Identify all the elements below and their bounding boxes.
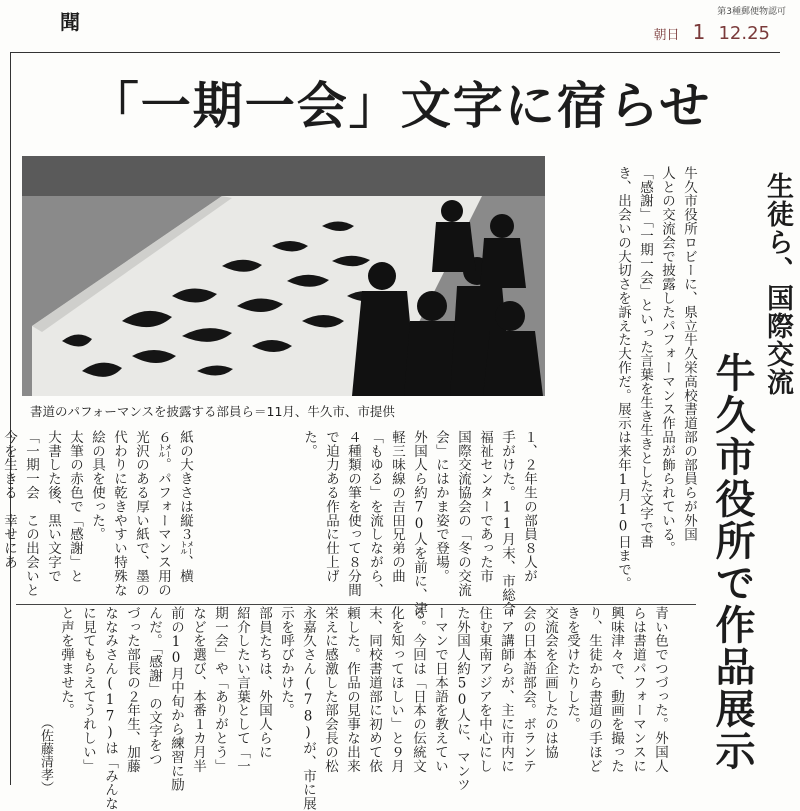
text-line: 末、同校書道部に初めて依 xyxy=(366,606,382,773)
text-line: で迫力ある作品に仕上げ xyxy=(323,430,339,583)
text-line: 「感謝」「一期一会」といった言葉を生き生きとした文字で書 xyxy=(637,166,653,549)
dateline-page: 1 xyxy=(692,20,706,44)
article-body-part-3 xyxy=(16,606,671,811)
dateline-paper: 朝日 xyxy=(653,28,680,43)
text-line: 化を知ってほしい」と９月 xyxy=(388,606,404,773)
calligraphy-photo-illustration xyxy=(22,156,545,396)
text-line: 紹介したい言葉として「一 xyxy=(234,606,250,773)
text-line: 絵の具を使った。 xyxy=(89,430,105,542)
text-line: 会の日本語部会。ボランテ xyxy=(520,606,536,773)
text-line: 今を生きる 幸せにあ xyxy=(1,430,17,569)
article-photo xyxy=(22,156,545,396)
text-line: 栄えに感激した部会長の松 xyxy=(322,606,338,773)
postal-notice: 第3種郵便物認可 xyxy=(717,7,786,17)
text-line: 興味津々で、動画を撮った xyxy=(608,606,624,773)
text-line: 代わりに乾きやすい特殊な xyxy=(111,430,127,597)
text-line: 国際交流協会の「冬の交流 xyxy=(455,430,471,597)
text-line: る。今回は「日本の伝統文 xyxy=(410,606,426,773)
text-line: 紙の大きさは縦３㍍、横 xyxy=(177,430,193,583)
subheadline-2: 牛久市役所で作品展示 xyxy=(709,352,756,772)
article-lead xyxy=(530,166,700,591)
column-divider xyxy=(16,604,696,605)
text-line: 福祉センターであった市 xyxy=(477,430,493,583)
text-line: ６㍍。パフォーマンス用の xyxy=(155,430,171,597)
text-line: た。 xyxy=(301,430,317,458)
text-line: 交流会を企画したのは協 xyxy=(542,606,558,759)
text-line: と声を弾ませた。 xyxy=(58,606,74,718)
text-line: １、２年生の部員８人が xyxy=(521,430,537,583)
text-line: 住む東南アジアを中心にし xyxy=(476,606,492,773)
text-line: ーマンで日本語を教えてい xyxy=(432,606,448,773)
text-line: きを受けたりした。 xyxy=(564,606,580,732)
text-line: 示を呼びかけた。 xyxy=(278,606,294,718)
text-line: 頼した。作品の見事な出来 xyxy=(344,606,360,773)
text-line: 手がけた。11月末、市総合 xyxy=(499,430,515,616)
text-line: 人との交流会で披露したパフォーマンス作品が飾られている。 xyxy=(659,166,675,556)
text-line: 永嘉久さん(78)が、市に展 xyxy=(300,606,316,811)
text-line: 軽三味線の吉田兄弟の曲 xyxy=(389,430,405,583)
text-line: 部員たちは、外国人らに xyxy=(256,606,272,759)
text-line: 大書した後、黒い文字で xyxy=(45,430,61,583)
text-line: ななみさん(17)は「みんな xyxy=(102,606,118,811)
text-line: ィア講師らが、主に市内に xyxy=(498,606,514,773)
text-line: づった部長の２年生、加藤 xyxy=(124,606,140,773)
clipping-border-left xyxy=(10,52,11,785)
photo-caption: 書道のパフォーマンスを披露する部員ら＝11月、牛久市、市提供 xyxy=(30,404,395,419)
text-line: ４種類の筆を使って８分間 xyxy=(345,430,361,597)
text-line: 外国人ら約70人を前に、津 xyxy=(411,430,427,616)
clipping-border-top xyxy=(10,52,780,53)
byline: （佐藤清孝） xyxy=(38,716,53,794)
text-line: んだ。「感謝」の文字をつ xyxy=(146,606,162,767)
newspaper-masthead: 聞 xyxy=(60,10,81,34)
text-line: らは書道パフォーマンスに xyxy=(630,606,646,773)
article-body-part-1 xyxy=(200,430,540,616)
dateline-date: 12.25 xyxy=(718,23,770,44)
text-line: に見てもらえてうれしい」 xyxy=(80,606,96,773)
text-line: 牛久市役所ロビーに、県立牛久栄高校書道部の部員らが外国 xyxy=(681,166,697,542)
text-line: た外国人約50人に、マンツ xyxy=(454,606,470,792)
text-line: り、生徒から書道の手ほど xyxy=(586,606,602,773)
text-line: 「もゆる」を流しながら、 xyxy=(367,430,383,597)
article-body-part-2 xyxy=(1,430,196,610)
text-line: 青い色でつづった。外国人 xyxy=(652,606,668,773)
dateline xyxy=(646,20,770,44)
headline: 「一期一会」文字に宿らせ xyxy=(88,76,712,135)
text-line: 光沢のある厚い紙で、墨の xyxy=(133,430,149,597)
text-line: 前の10月中旬から練習に励 xyxy=(168,606,184,792)
text-line: などを選び、本番１カ月半 xyxy=(190,606,206,773)
text-line: 会」にはかま姿で登場。 xyxy=(433,430,449,583)
text-line: 「一期一会 この出会いと xyxy=(23,430,39,597)
text-line: 期一会」や「ありがとう」 xyxy=(212,606,228,773)
subheadline-1: 生徒ら、国際交流 xyxy=(762,172,793,396)
text-line: 太筆の赤色で「感謝」と xyxy=(67,430,83,583)
text-line: き、出会いの大切さを訴えた大作だ。展示は来年1月10日まで。 xyxy=(615,166,631,591)
